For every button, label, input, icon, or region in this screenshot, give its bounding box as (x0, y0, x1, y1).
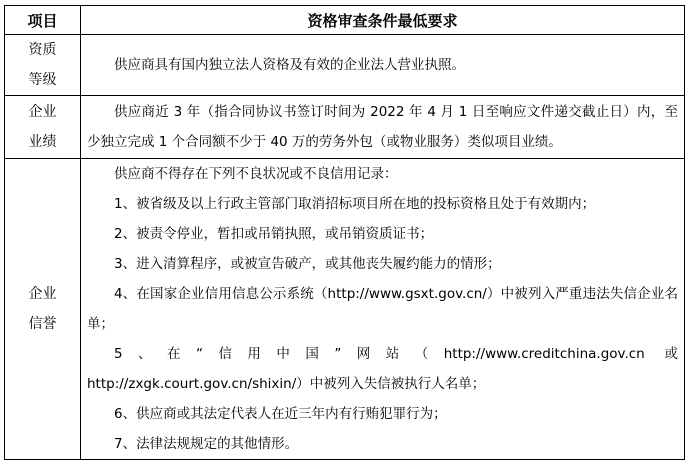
requirement-list-item: 5、在“信用中国”网站（http://www.creditchina.gov.cn 或 http://zxgk.court.gov.cn/shixin/）中被列入失信被执行人名单； (87, 346, 678, 392)
requirement-cell-performance (81, 96, 685, 159)
header-requirement: 资格审查条件最低要求 (81, 6, 685, 35)
header-category: 项目 (5, 6, 81, 35)
requirement-paragraph: 供应商近 3 年（指合同协议书签订时间为 2022 年 4 月 1 日至响应文件递交截止日）内，至少独立完成 1 个合同额不少于 40 万的劳务外包（或物业服务）类似项目业绩。 (87, 104, 678, 150)
requirement-list-item: 4、在国家企业信用信息公示系统（http://www.gsxt.gov.cn/）中被列入严重违法失信企业名单； (87, 286, 678, 332)
requirement-list-item: 1、被省级及以上行政主管部门取消招标项目所在地的投标资格且处于有效期内； (114, 196, 596, 212)
requirement-list-item: 6、供应商或其法定代表人在近三年内有行贿犯罪行为； (114, 406, 447, 422)
category-cell-credit (5, 159, 81, 460)
requirement-paragraph: 供应商具有国内独立法人资格及有效的企业法人营业执照。 (114, 57, 465, 73)
table-row (5, 96, 685, 159)
table-header-row (5, 6, 685, 35)
category-cell-qualification (5, 35, 81, 96)
category-label-line: 信誉 (28, 316, 57, 332)
category-label-line: 企业 (28, 286, 57, 302)
requirement-list-item: 7、法律法规规定的其他情形。 (114, 436, 299, 452)
requirement-paragraph: 供应商不得存在下列不良状况或不良信用记录： (114, 166, 398, 182)
category-label-line: 等级 (28, 72, 57, 88)
category-label-line: 业绩 (28, 134, 57, 150)
requirement-list-item: 3、进入清算程序，或被宣告破产，或其他丧失履约能力的情形； (114, 256, 501, 272)
table-row (5, 159, 685, 460)
requirement-cell-credit (81, 159, 685, 460)
requirement-cell-qualification (81, 35, 685, 96)
qualification-requirements-table (4, 5, 685, 460)
category-label-line: 资质 (28, 42, 57, 58)
requirements-table-wrapper (4, 5, 684, 452)
requirement-list-item: 2、被责令停业，暂扣或吊销执照，或吊销资质证书； (114, 226, 434, 242)
category-label-line: 企业 (28, 104, 57, 120)
category-cell-performance (5, 96, 81, 159)
table-row (5, 35, 685, 96)
